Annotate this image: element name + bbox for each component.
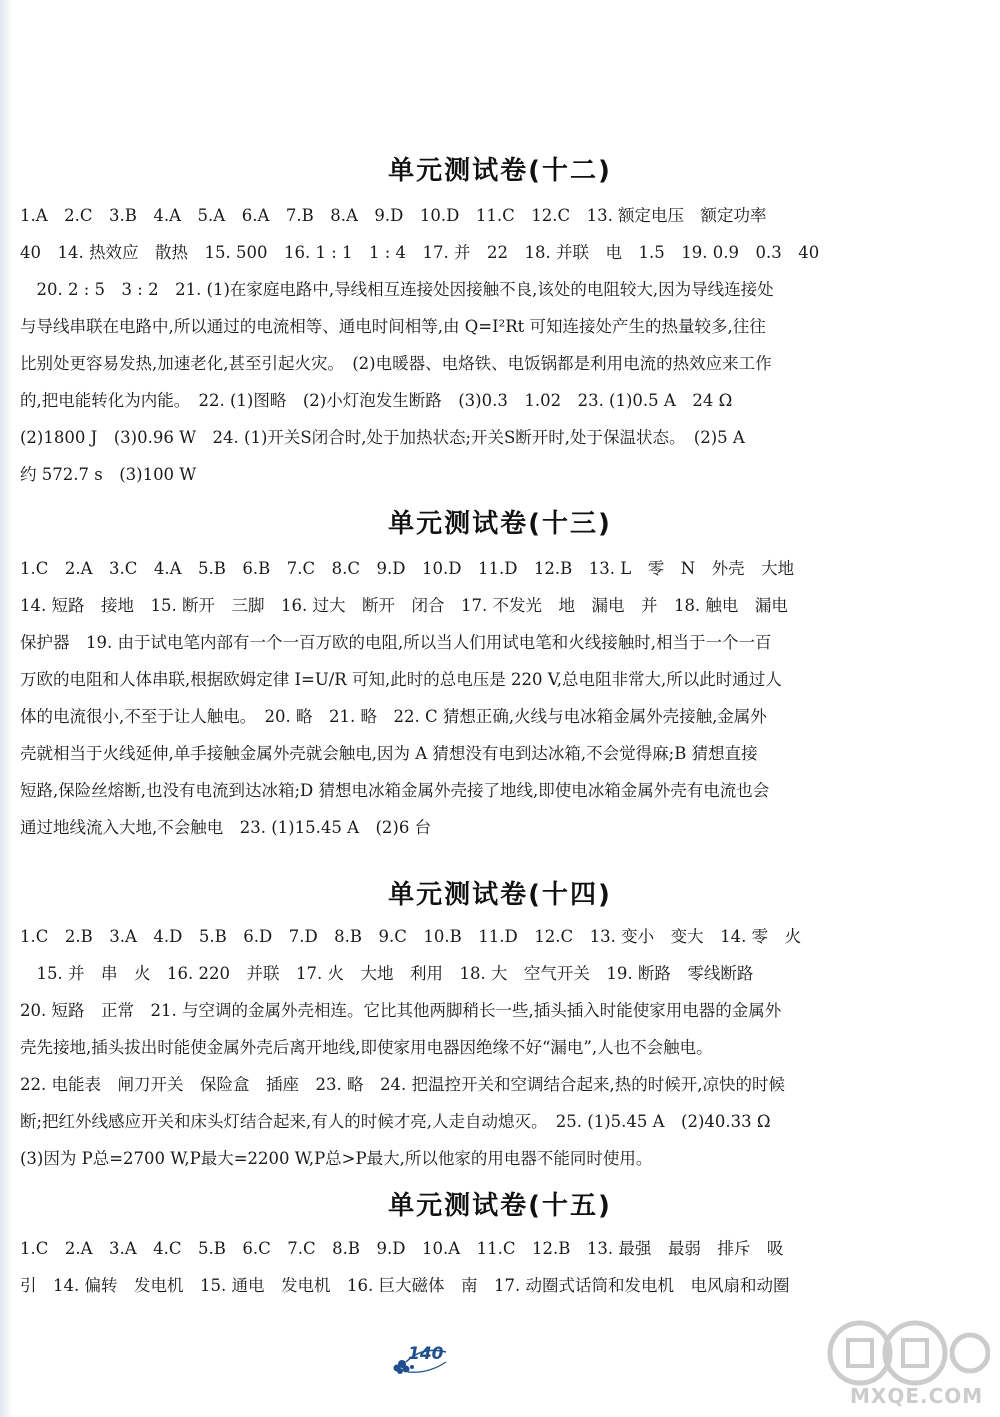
answer-line: 1.C 2.B 3.A 4.D 5.B 6.D 7.D 8.B 9.C 10.B 11.D 12.C 13. 变小 变大 14. 零 火 bbox=[20, 927, 802, 946]
answer-line: 20. 2 : 5 3 : 2 21. (1)在家庭电路中,导线相互连接处因接触不良,该处的电阻较大,因为导线连接处 bbox=[20, 280, 774, 299]
page-number-badge bbox=[392, 1338, 452, 1374]
answer-line: 1.C 2.A 3.C 4.A 5.B 6.B 7.C 8.C 9.D 10.D 11.D 12.B 13. L 零 N 外壳 大地 bbox=[20, 559, 795, 578]
answer-line: 短路,保险丝熔断,也没有电流到达冰箱;D 猜想电冰箱金属外壳接了地线,即使电冰箱金属外壳有电流也会 bbox=[20, 781, 770, 800]
answer-line: 的,把电能转化为内能。 22. (1)图略 (2)小灯泡发生断路 (3)0.3 1.02 23. (1)0.5 A 24 Ω bbox=[20, 391, 733, 410]
answer-line: 断;把红外线感应开关和床头灯结合起来,有人的时候才亮,人走自动熄灭。 25. (1)5.45 A (2)40.33 Ω bbox=[20, 1112, 771, 1131]
answer-line: 万欧的电阻和人体串联,根据欧姆定律 I=U/R 可知,此时的总电压是 220 V,总电阻非常大,所以此时通过人 bbox=[20, 670, 782, 689]
answer-line: 1.C 2.A 3.A 4.C 5.B 6.C 7.C 8.B 9.D 10.A 11.C 12.B 13. 最强 最弱 排斥 吸 bbox=[20, 1239, 784, 1258]
section-title-14: 单元测试卷(十四) bbox=[388, 880, 612, 910]
answer-line: 保护器 19. 由于试电笔内部有一个一百万欧的电阻,所以当人们用试电笔和火线接触时,相当于一个一百 bbox=[20, 633, 772, 652]
answer-line: 引 14. 偏转 发电机 15. 通电 发电机 16. 巨大磁体 南 17. 动圈式话筒和发电机 电风扇和动圈 bbox=[20, 1276, 790, 1295]
answer-line: (2)1800 J (3)0.96 W 24. (1)开关S闭合时,处于加热状态;开关S断开时,处于保温状态。 (2)5 A bbox=[20, 428, 745, 447]
answer-line: 14. 短路 接地 15. 断开 三脚 16. 过大 断开 闭合 17. 不发光 地 漏电 并 18. 触电 漏电 bbox=[20, 596, 788, 615]
watermark bbox=[820, 1318, 990, 1413]
section-title-12: 单元测试卷(十二) bbox=[388, 156, 612, 186]
answer-line: 15. 并 串 火 16. 220 并联 17. 火 大地 利用 18. 大 空气开关 19. 断路 零线断路 bbox=[20, 964, 754, 983]
section-body-12 bbox=[20, 197, 840, 493]
answer-line: 约 572.7 s (3)100 W bbox=[20, 465, 197, 484]
answer-line: 40 14. 热效应 散热 15. 500 16. 1 : 1 1 : 4 17. 并 22 18. 并联 电 1.5 19. 0.9 0.3 40 bbox=[20, 243, 820, 262]
answer-line: (3)因为 P总=2700 W,P最大=2200 W,P总>P最大,所以他家的用电器不能同时使用。 bbox=[20, 1149, 653, 1168]
page-number: 140 bbox=[408, 1344, 444, 1364]
answer-line: 壳先接地,插头拔出时能使金属外壳后离开地线,即使家用电器因绝缘不好“漏电”,人也不会触电。 bbox=[20, 1038, 713, 1057]
watermark-text: MXQE.COM bbox=[850, 1384, 984, 1408]
answer-line: 22. 电能表 闸刀开关 保险盒 插座 23. 略 24. 把温控开关和空调结合起来,热的时候开,凉快的时候 bbox=[20, 1075, 785, 1094]
section-body-15 bbox=[20, 1230, 840, 1304]
answer-line: 与导线串联在电路中,所以通过的电流相等、通电时间相等,由 Q=I²Rt 可知连接处产生的热量较多,往往 bbox=[20, 317, 766, 336]
answer-circle-logo-icon bbox=[820, 1318, 990, 1388]
section-title-13: 单元测试卷(十三) bbox=[388, 509, 612, 539]
answer-line: 比别处更容易发热,加速老化,甚至引起火灾。 (2)电暖器、电烙铁、电饭锅都是利用电流的热效应来工作 bbox=[20, 354, 772, 373]
section-body-14 bbox=[20, 918, 840, 1177]
answer-line: 通过地线流入大地,不会触电 23. (1)15.45 A (2)6 台 bbox=[20, 818, 432, 837]
section-title-15: 单元测试卷(十五) bbox=[388, 1191, 612, 1221]
section-body-13 bbox=[20, 550, 840, 846]
answer-line: 体的电流很小,不至于让人触电。 20. 略 21. 略 22. C 猜想正确,火线与电冰箱金属外壳接触,金属外 bbox=[20, 707, 767, 726]
answer-line: 20. 短路 正常 21. 与空调的金属外壳相连。它比其他两脚稍长一些,插头插入时能使家用电器的金属外 bbox=[20, 1001, 782, 1020]
answer-line: 壳就相当于火线延伸,单手接触金属外壳就会触电,因为 A 猜想没有电到达冰箱,不会觉得麻;B 猜想直接 bbox=[20, 744, 758, 763]
answer-line: 1.A 2.C 3.B 4.A 5.A 6.A 7.B 8.A 9.D 10.D 11.C 12.C 13. 额定电压 额定功率 bbox=[20, 206, 767, 225]
